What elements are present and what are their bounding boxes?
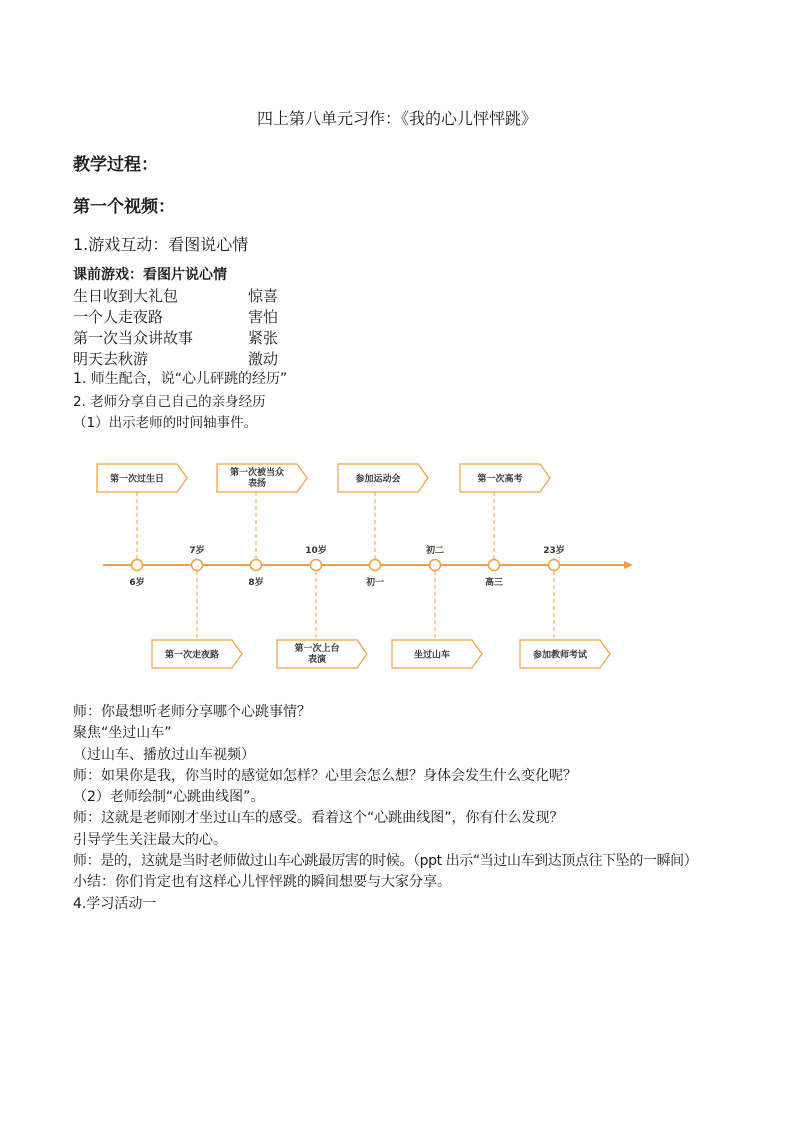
paragraph-line: 4.学习活动一 bbox=[73, 895, 157, 912]
paragraph-line: （2）老师绘制“心跳曲线图”。 bbox=[73, 789, 265, 806]
timeline-node bbox=[251, 560, 262, 571]
timeline-node bbox=[370, 560, 381, 571]
timeline-node-label: 8岁 bbox=[248, 578, 264, 588]
timeline-event-label: 坐过山车 bbox=[413, 650, 451, 661]
timeline-event-label: 第一次过生日 bbox=[109, 474, 165, 485]
timeline-node-label: 23岁 bbox=[543, 546, 565, 556]
emotion-event: 第一次当众讲故事 bbox=[73, 329, 194, 347]
timeline-event-label: 第一次上台表演 bbox=[294, 644, 340, 665]
paragraph-line: 师：这就是老师刚才坐过山车的感受。看着这个“心跳曲线图”，你有什么发现？ bbox=[73, 810, 564, 827]
timeline-node bbox=[549, 560, 560, 571]
paragraph-line: 小结：你们肯定也有这样心儿怦怦跳的瞬间想要与大家分享。 bbox=[73, 874, 451, 891]
emotion-event: 明天去秋游 bbox=[73, 350, 149, 368]
timeline-event-label: 参加教师考试 bbox=[532, 650, 588, 661]
paragraph-line: 师：是的，这就是当时老师做过山车心跳最厉害的时候。（ppt 出示“当过山车到达顶点往下坠的一瞬间） bbox=[73, 853, 698, 870]
emotion-event: 生日收到大礼包 bbox=[73, 287, 179, 305]
emotion-feeling: 惊喜 bbox=[248, 287, 279, 305]
timeline-node bbox=[311, 560, 322, 571]
doc-title: 四上第八单元习作：《我的心儿怦怦跳》 bbox=[256, 109, 537, 128]
section-video-heading: 第一个视频： bbox=[73, 197, 175, 217]
timeline-node-label: 10岁 bbox=[305, 546, 327, 556]
timeline-event-label: 第一次高考 bbox=[477, 474, 523, 485]
emotion-feeling: 害怕 bbox=[248, 308, 279, 326]
timeline-node bbox=[430, 560, 441, 571]
timeline-event-label: 参加运动会 bbox=[355, 474, 401, 485]
timeline-event-label: 第一次走夜路 bbox=[164, 650, 220, 661]
step-2: 2. 老师分享自己自己的亲身经历 bbox=[73, 394, 266, 410]
paragraph-line: 引导学生关注最大的心。 bbox=[73, 831, 227, 848]
emotion-feeling: 紧张 bbox=[248, 329, 279, 347]
timeline-node-label: 初二 bbox=[425, 546, 445, 556]
emotion-feeling: 激动 bbox=[248, 350, 279, 368]
body-paragraphs bbox=[73, 702, 697, 915]
game-heading: 1.游戏互动：看图说心情 bbox=[73, 235, 249, 254]
axis-arrow-icon bbox=[624, 561, 633, 569]
timeline-node bbox=[192, 560, 203, 571]
paragraph-line: 聚焦“坐过山车” bbox=[73, 725, 172, 742]
step-1: 1. 师生配合，说“心儿砰跳的经历” bbox=[73, 371, 288, 387]
pregame-heading: 课前游戏：看图片说心情 bbox=[73, 267, 227, 283]
timeline-node-label: 初一 bbox=[365, 578, 385, 588]
timeline-node-label: 6岁 bbox=[129, 578, 145, 588]
timeline-node bbox=[489, 560, 500, 571]
timeline-event-label: 第一次被当众表扬 bbox=[229, 468, 285, 489]
timeline-node bbox=[132, 560, 143, 571]
timeline-node-label: 7岁 bbox=[189, 546, 205, 556]
paragraph-line: 师：你最想听老师分享哪个心跳事情？ bbox=[73, 704, 311, 720]
timeline-node-label: 高三 bbox=[484, 578, 504, 588]
paragraph-line: 师：如果你是我，你当时的感觉如怎样？心里会怎么想？身体会发生什么变化呢？ bbox=[73, 767, 577, 784]
step-2-sub: （1）出示老师的时间轴事件。 bbox=[73, 415, 258, 431]
paragraph-line: （过山车、播放过山车视频） bbox=[73, 746, 255, 763]
emotion-event: 一个人走夜路 bbox=[73, 308, 164, 326]
section-teaching-heading: 教学过程： bbox=[73, 155, 158, 175]
